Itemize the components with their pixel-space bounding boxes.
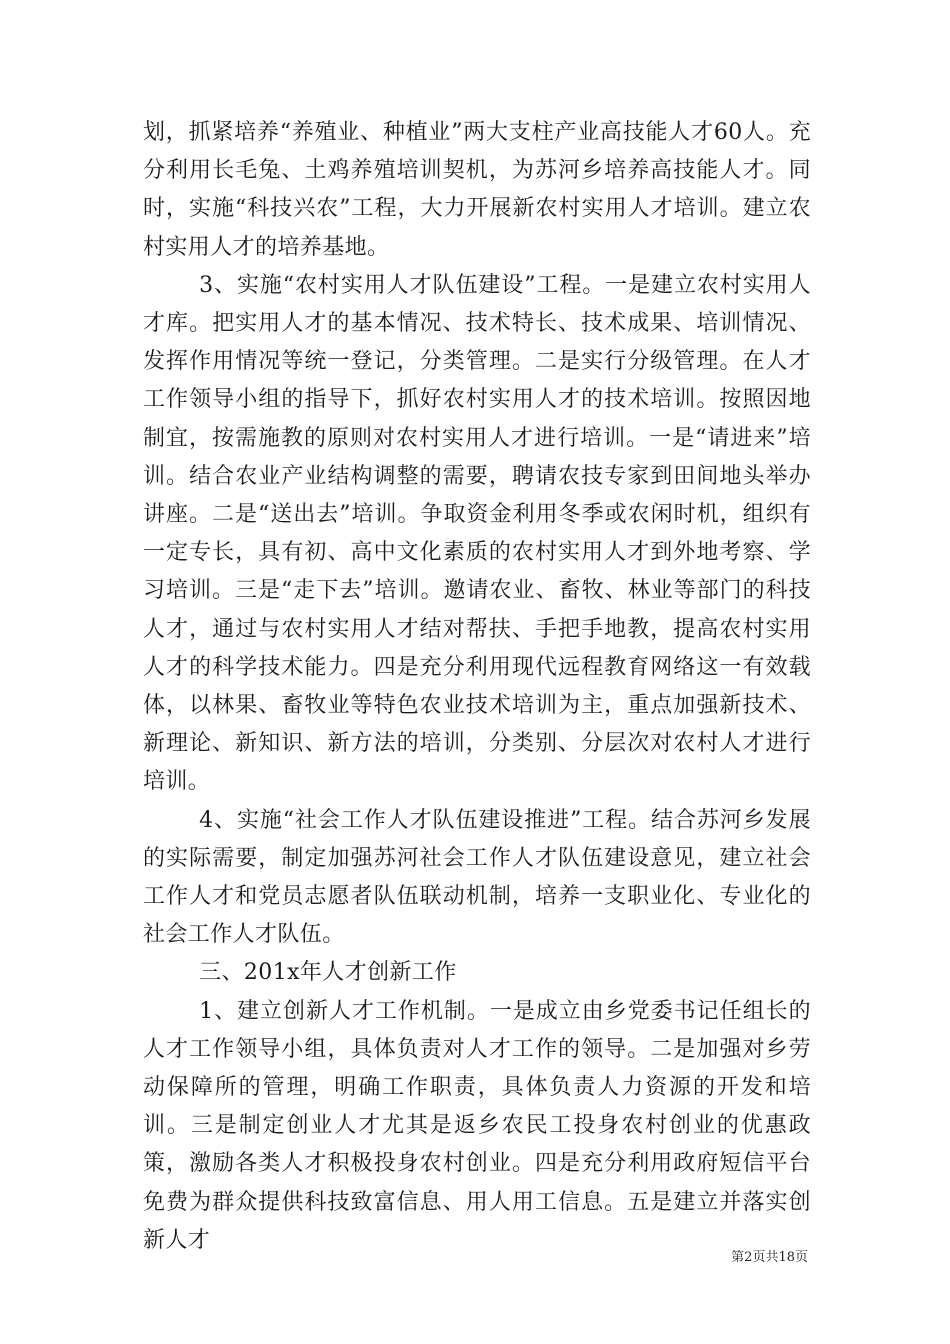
- section-heading-talent-innovation: 三、201x年人才创新工作: [199, 960, 457, 986]
- paragraph-continued: 划，抓紧培养“养殖业、种植业”两大支柱产业高技能人才60人。充分利用长毛兔、土鸡养殖培训契机，为苏河乡培养高技能人才。同时，实施“科技兴农”工程，大力开展新农村实用人才培训。建立农村实用人才的培养基地。: [143, 120, 811, 260]
- paragraph-social-work-talent: 4、实施“社会工作人才队伍建设推进”工程。结合苏河乡发展的实际需要，制定加强苏河社会工作人才队伍建设意见，建立社会工作人才和党员志愿者队伍联动机制，培养一支职业化、专业化的社会工作人才队伍。: [143, 807, 811, 948]
- document-body: [143, 114, 811, 1260]
- paragraph-innovation-mechanism: 1、建立创新人才工作机制。一是成立由乡党委书记任组长的人才工作领导小组，具体负责对人才工作的领导。二是加强对乡劳动保障所的管理，明确工作职责，具体负责人力资源的开发和培训。三是制定创业人才尤其是返乡农民工投身农村创业的优惠政策，激励各类人才积极投身农村创业。四是充分利用政府短信平台免费为群众提供科技致富信息、用人用工信息。五是建立并落实创新人才: [143, 998, 811, 1253]
- paragraph-rural-talent-team: 3、实施“农村实用人才队伍建设”工程。一是建立农村实用人才库。把实用人才的基本情况、技术特长、技术成果、培训情况、发挥作用情况等统一登记，分类管理。二是实行分级管理。在人才工作领导小组的指导下，抓好农村实用人才的技术培训。按照因地制宜，按需施教的原则对农村实用人才进行培训。一是“请进来”培训。结合农业产业结构调整的需要，聘请农技专家到田间地头举办讲座。二是“送出去”培训。争取资金利用冬季或农闲时机，组织有一定专长，具有初、高中文化素质的农村实用人才到外地考察、学习培训。三是“走下去”培训。邀请农业、畜牧、林业等部门的科技人才，通过与农村实用人才结对帮扶、手把手地教，提高农村实用人才的科学技术能力。四是充分利用现代远程教育网络这一有效载体，以林果、畜牧业等特色农业技术培训为主，重点加强新技术、新理论、新知识、新方法的培训，分类别、分层次对农村人才进行培训。: [143, 272, 811, 795]
- page-number-footer: 第2页共18页: [731, 1250, 808, 1265]
